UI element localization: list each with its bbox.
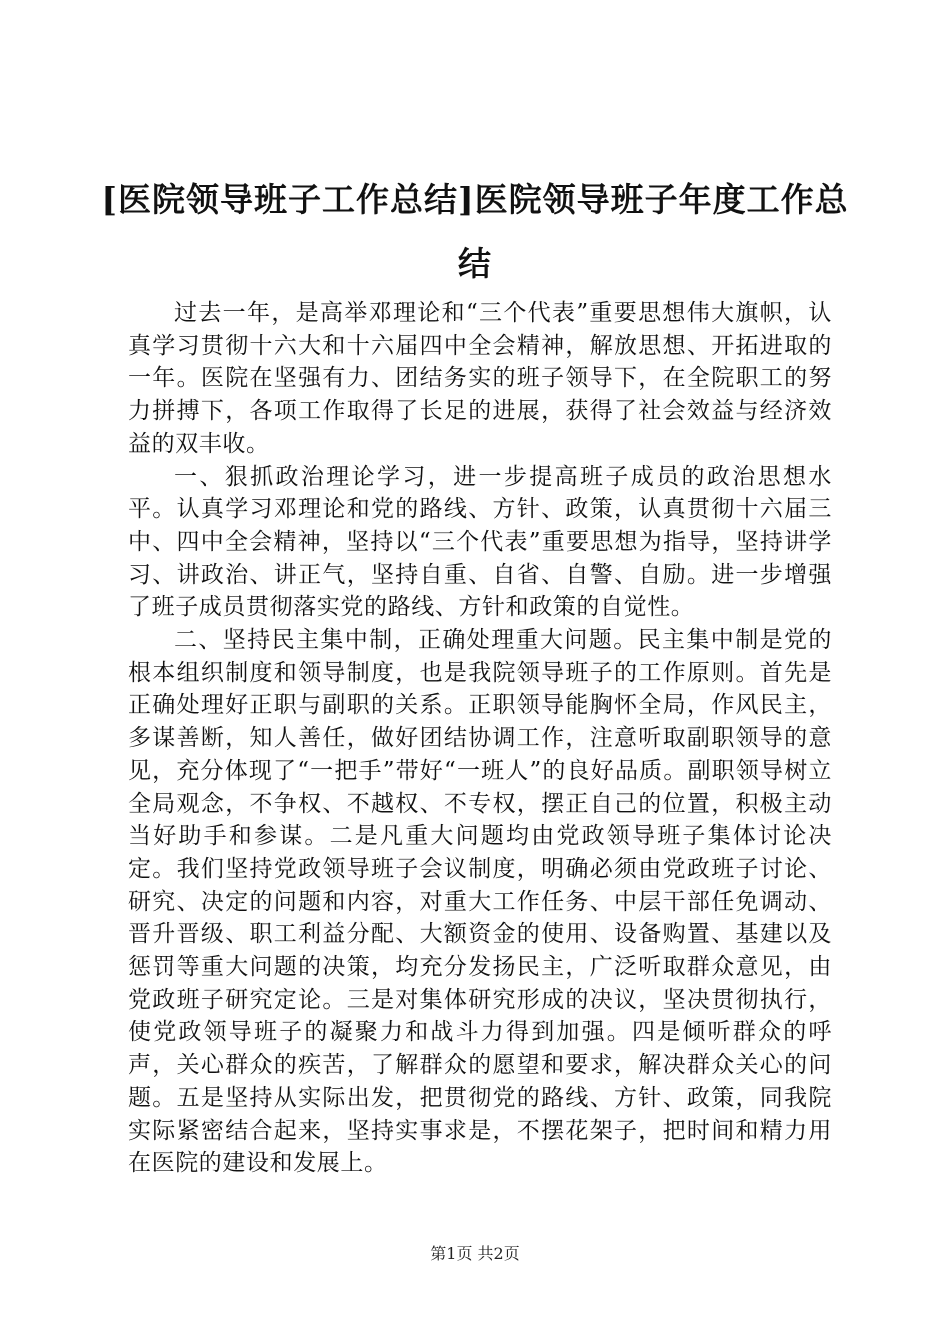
- paragraph-intro: 过去一年，是高举邓理论和“三个代表”重要思想伟大旗帜，认真学习贯彻十六大和十六届四中全会精神，解放思想、开拓进取的一年。医院在坚强有力、团结务实的班子领导下，在全院职工的努力拼搏下，各项工作取得了长足的进展，获得了社会效益与经济效益的双丰收。: [128, 300, 832, 457]
- paragraph-section-1: 一、狠抓政治理论学习，进一步提高班子成员的政治思想水平。认真学习邓理论和党的路线、方针、政策，认真贯彻十六届三中、四中全会精神，坚持以“三个代表”重要思想为指导，坚持讲学习、讲政治、讲正气，坚持自重、自省、自警、自励。进一步增强了班子成员贯彻落实党的路线、方针和政策的自觉性。: [128, 463, 832, 621]
- document-body: [128, 297, 832, 1180]
- paragraph-section-2: 二、坚持民主集中制，正确处理重大问题。民主集中制是党的根本组织制度和领导制度，也是我院领导班子的工作原则。首先是正确处理好正职与副职的关系。正职领导能胸怀全局，作风民主，多谋善断，知人善任，做好团结协调工作，注意听取副职领导的意见，充分体现了“一把手”带好“一班人”的良好品质。副职领导树立全局观念，不争权、不越权、不专权，摆正自己的位置，积极主动当好助手和参谋。二是凡重大问题均由党政领导班子集体讨论决定。我们坚持党政领导班子会议制度，明确必须由党政班子讨论、研究、决定的问题和内容，对重大工作任务、中层干部任免调动、晋升晋级、职工利益分配、大额资金的使用、设备购置、基建以及惩罚等重大问题的决策，均充分发扬民主，广泛听取群众意见，由党政班子研究定论。三是对集体研究形成的决议，坚决贯彻执行，使党政领导班子的凝聚力和战斗力得到加强。四是倾听群众的呼声，关心群众的疾苦，了解群众的愿望和要求，解决群众关心的问题。五是坚持从实际出发，把贯彻党的路线、方针、政策，同我院实际紧密结合起来，坚持实事求是，不摆花架子，把时间和精力用在医院的建设和发展上。: [128, 627, 832, 1177]
- document-title: [医院领导班子工作总结]医院领导班子年度工作总结: [101, 180, 849, 283]
- page-footer: 第1页 共2页: [430, 1244, 520, 1263]
